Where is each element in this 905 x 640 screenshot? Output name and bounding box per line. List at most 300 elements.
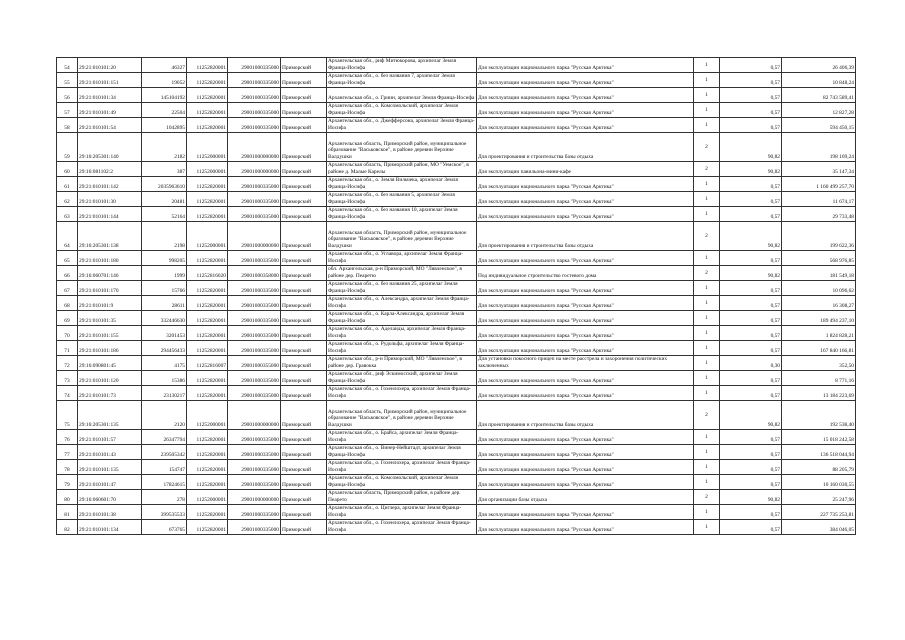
okato-code-cell: 29001000000000: [228, 401, 281, 430]
okato-code-cell: 29001000335000: [228, 207, 281, 222]
permitted-use-cell: Для эксплуатации национального парка "Русская Арктика": [477, 505, 694, 520]
table-row: [57, 386, 856, 401]
cadastral-value-cell: 29 733,48: [782, 207, 856, 222]
address-cell: Архангельская обл., о. Винер-Нейштадт, архипелаг Земля Франца-Иосифа: [327, 445, 477, 460]
okato-code-cell: 29001000335000: [228, 311, 281, 326]
cadastral-number-cell: 29:21:010101:35: [78, 311, 142, 326]
cadastral-number-cell: 29:21:010101:73: [78, 386, 142, 401]
category-cell: 1: [694, 520, 720, 535]
cadastral-value-cell: 189 494 237,10: [782, 311, 856, 326]
row-number-cell: 77: [57, 445, 78, 460]
row-number-cell: 71: [57, 341, 78, 356]
permitted-use-cell: Для организации базы отдыха: [477, 490, 694, 505]
cadastral-value-cell: 8 771,16: [782, 371, 856, 386]
area-cell: 17824615: [142, 475, 187, 490]
rate-cell: 90,82: [720, 401, 782, 430]
oktmo-code-cell: 11252000001: [187, 222, 228, 251]
table-row: [57, 356, 856, 371]
permitted-use-cell: Для эксплуатации национального парка "Русская Арктика": [477, 58, 694, 73]
category-cell: 2: [694, 133, 720, 162]
rate-cell: 0,57: [720, 177, 782, 192]
cadastral-number-cell: 29:16:205301:138: [78, 222, 142, 251]
rate-cell: 0,57: [720, 445, 782, 460]
row-number-cell: 72: [57, 356, 78, 371]
permitted-use-cell: Для эксплуатации национального парка "Русская Арктика": [477, 177, 694, 192]
address-cell: Архангельская обл., о. Комсомольский, архипелаг Земля Франца-Иосифа: [327, 103, 477, 118]
address-cell: Архангельская обл., о. Карла-Александра, архипелаг Земля Франца-Иосифа: [327, 311, 477, 326]
area-cell: 23130217: [142, 386, 187, 401]
oktmo-code-cell: 11252820001: [187, 371, 228, 386]
address-cell: обл. Архангельская, р-н Приморский, МО "Лявленское", в районе дер. Пеаретю: [327, 266, 477, 281]
municipality-cell: Приморский: [281, 251, 327, 266]
table-row: [57, 371, 856, 386]
oktmo-code-cell: 11252820001: [187, 207, 228, 222]
cadastral-value-cell: 227 735 253,81: [782, 505, 856, 520]
cadastral-value-cell: 181 549,18: [782, 266, 856, 281]
municipality-cell: Приморский: [281, 326, 327, 341]
municipality-cell: Приморский: [281, 162, 327, 177]
address-cell: Архангельская обл., о. Углавора, архипелаг Земля Франца-Иосифа: [327, 251, 477, 266]
table-row: [57, 207, 856, 222]
cadastral-number-cell: 29:21:010101:9: [78, 296, 142, 311]
rate-cell: 0,57: [720, 58, 782, 73]
municipality-cell: Приморский: [281, 356, 327, 371]
okato-code-cell: 29001000335000: [228, 505, 281, 520]
permitted-use-cell: Для эксплуатации национального парка "Русская Арктика": [477, 430, 694, 445]
rate-cell: 0,57: [720, 103, 782, 118]
municipality-cell: Приморский: [281, 207, 327, 222]
rate-cell: 0,57: [720, 520, 782, 535]
table-row: [57, 103, 856, 118]
municipality-cell: Приморский: [281, 445, 327, 460]
row-number-cell: 76: [57, 430, 78, 445]
table-row: [57, 266, 856, 281]
cadastral-number-cell: 29:16:060701:146: [78, 266, 142, 281]
table-row: [57, 177, 856, 192]
table-row: [57, 401, 856, 430]
permitted-use-cell: Для эксплуатации национального парка "Русская Арктика": [477, 326, 694, 341]
cadastral-number-cell: 29:21:010101:38: [78, 505, 142, 520]
rate-cell: 0,57: [720, 475, 782, 490]
oktmo-code-cell: 11252820001: [187, 88, 228, 103]
address-cell: Архангельская обл., о. Гохенлохера, архипелаг Земля Франца-Иосифа: [327, 520, 477, 535]
rate-cell: 0,57: [720, 505, 782, 520]
address-cell: Архангельская обл., о. Циглера, архипелаг Земля Франца-Иосифа: [327, 505, 477, 520]
rate-cell: 0,57: [720, 192, 782, 207]
category-cell: 1: [694, 341, 720, 356]
okato-code-cell: 29001000335000: [228, 445, 281, 460]
category-cell: 1: [694, 311, 720, 326]
table-row: [57, 490, 856, 505]
row-number-cell: 62: [57, 192, 78, 207]
oktmo-code-cell: 11252820001: [187, 58, 228, 73]
permitted-use-cell: Для эксплуатации национального парка "Русская Арктика": [477, 73, 694, 88]
cadastral-number-cell: 29:21:010101:57: [78, 430, 142, 445]
table-row: [57, 296, 856, 311]
permitted-use-cell: Для эксплуатации национального парка "Русская Арктика": [477, 207, 694, 222]
oktmo-code-cell: 11252820001: [187, 177, 228, 192]
category-cell: 1: [694, 103, 720, 118]
row-number-cell: 66: [57, 266, 78, 281]
cadastral-value-cell: 136 518 044,94: [782, 445, 856, 460]
address-cell: Архангельская обл., о. Земля Вильчека, архипелаг Земля Франца-Иосифа: [327, 177, 477, 192]
cadastral-value-cell: 25 247,96: [782, 490, 856, 505]
cadastral-value-cell: 26 406,39: [782, 58, 856, 73]
rate-cell: 90,82: [720, 266, 782, 281]
municipality-cell: Приморский: [281, 192, 327, 207]
address-cell: Архангельская обл., р-н Приморский, МО "Лявленское", в районе дер. Гравокка: [327, 356, 477, 371]
row-number-cell: 60: [57, 162, 78, 177]
okato-code-cell: 29001000335000: [228, 58, 281, 73]
permitted-use-cell: Для проектирования и строительства базы отдыха: [477, 222, 694, 251]
oktmo-code-cell: 11252820001: [187, 118, 228, 133]
oktmo-code-cell: 11252820001: [187, 296, 228, 311]
okato-code-cell: 29001000335000: [228, 73, 281, 88]
rate-cell: 90,82: [720, 133, 782, 162]
rate-cell: 0,57: [720, 73, 782, 88]
okato-code-cell: 29001000335000: [228, 118, 281, 133]
municipality-cell: Приморский: [281, 133, 327, 162]
table-row: [57, 341, 856, 356]
row-number-cell: 82: [57, 520, 78, 535]
okato-code-cell: 29001000355000: [228, 356, 281, 371]
okato-code-cell: 29001000335000: [228, 103, 281, 118]
oktmo-code-cell: 11252000001: [187, 133, 228, 162]
municipality-cell: Приморский: [281, 58, 327, 73]
address-cell: Архангельская обл., риф Эскимосский, архипелаг Земля Франца-Иосифа: [327, 371, 477, 386]
cadastral-number-cell: 29:21:010101:47: [78, 475, 142, 490]
okato-code-cell: 29001000335000: [228, 520, 281, 535]
area-cell: 20481: [142, 192, 187, 207]
area-cell: 28611: [142, 296, 187, 311]
table-row: [57, 251, 856, 266]
cadastral-value-cell: 1 824 828,21: [782, 326, 856, 341]
cadastral-number-cell: 29:21:010101:43: [78, 445, 142, 460]
address-cell: Архангельская обл., о. без названия 5, архипелаг Земля Франца-Иосифа: [327, 192, 477, 207]
cadastral-number-cell: 29:16:205301:140: [78, 133, 142, 162]
permitted-use-cell: Для эксплуатации национального парка "Русская Арктика": [477, 475, 694, 490]
row-number-cell: 63: [57, 207, 78, 222]
area-cell: 2198: [142, 222, 187, 251]
rate-cell: 90,82: [720, 162, 782, 177]
municipality-cell: Приморский: [281, 311, 327, 326]
cadastral-number-cell: 29:21:010101:54: [78, 118, 142, 133]
address-cell: Архангельская обл., о. Рудольфа, архипелаг Земля Франца-Иосифа: [327, 341, 477, 356]
okato-code-cell: 29001000335000: [228, 281, 281, 296]
permitted-use-cell: Для эксплуатации национального парка "Русская Арктика": [477, 445, 694, 460]
address-cell: Архангельская область, Приморский район, МО "Уемское", в районе д. Малые Карелы: [327, 162, 477, 177]
row-number-cell: 68: [57, 296, 78, 311]
rate-cell: 90,82: [720, 490, 782, 505]
category-cell: 1: [694, 177, 720, 192]
area-cell: 15386: [142, 371, 187, 386]
cadastral-number-cell: 29:21:010101:170: [78, 281, 142, 296]
area-cell: 3201453: [142, 326, 187, 341]
cadastral-value-cell: 192 538,40: [782, 401, 856, 430]
table-row: [57, 445, 856, 460]
cadastral-value-cell: 10 160 030,55: [782, 475, 856, 490]
municipality-cell: Приморский: [281, 281, 327, 296]
municipality-cell: Приморский: [281, 371, 327, 386]
category-cell: 1: [694, 73, 720, 88]
rate-cell: 0,57: [720, 386, 782, 401]
row-number-cell: 58: [57, 118, 78, 133]
category-cell: 1: [694, 118, 720, 133]
municipality-cell: Приморский: [281, 401, 327, 430]
oktmo-code-cell: 11252816007: [187, 356, 228, 371]
category-cell: 2: [694, 490, 720, 505]
rate-cell: 0,57: [720, 311, 782, 326]
area-cell: 154747: [142, 460, 187, 475]
table-row: [57, 281, 856, 296]
oktmo-code-cell: 11252820001: [187, 430, 228, 445]
area-cell: 998205: [142, 251, 187, 266]
oktmo-code-cell: 11252000001: [187, 490, 228, 505]
cadastral-value-cell: 199 622,36: [782, 222, 856, 251]
oktmo-code-cell: 11252000001: [187, 162, 228, 177]
okato-code-cell: 29001000335000: [228, 475, 281, 490]
cadastral-number-cell: 29:16:205301:135: [78, 401, 142, 430]
row-number-cell: 80: [57, 490, 78, 505]
table-row: [57, 505, 856, 520]
table-row: [57, 326, 856, 341]
table-row: [57, 222, 856, 251]
table-row: [57, 162, 856, 177]
address-cell: Архангельская обл., о. Александра, архипелаг Земля Франца-Иосифа: [327, 296, 477, 311]
cadastral-number-cell: 29:21:010101:49: [78, 103, 142, 118]
address-cell: Архангельская обл., о. Гохенлохера, архипелаг Земля Франца-Иосифа: [327, 460, 477, 475]
oktmo-code-cell: 11252820001: [187, 103, 228, 118]
row-number-cell: 67: [57, 281, 78, 296]
area-cell: 239505342: [142, 445, 187, 460]
rate-cell: 0,57: [720, 118, 782, 133]
area-cell: 22504: [142, 103, 187, 118]
row-number-cell: 55: [57, 73, 78, 88]
area-cell: 26347794: [142, 430, 187, 445]
cadastral-number-cell: 29:16:060601:70: [78, 490, 142, 505]
oktmo-code-cell: 11252820001: [187, 326, 228, 341]
cadastral-value-cell: 198 169,24: [782, 133, 856, 162]
table-row: [57, 118, 856, 133]
okato-code-cell: 29001000335000: [228, 386, 281, 401]
area-cell: 2035963610: [142, 177, 187, 192]
municipality-cell: Приморский: [281, 341, 327, 356]
address-cell: Архангельская обл., о. Аделаиды, архипелаг Земля Франца-Иосифа: [327, 326, 477, 341]
category-cell: 1: [694, 251, 720, 266]
category-cell: 2: [694, 222, 720, 251]
cadastral-number-cell: 29:16:081102:2: [78, 162, 142, 177]
row-number-cell: 65: [57, 251, 78, 266]
oktmo-code-cell: 11252820001: [187, 475, 228, 490]
address-cell: Архангельская обл., о. Комсомольский, архипелаг Земля Франца-Иосифа: [327, 475, 477, 490]
municipality-cell: Приморский: [281, 266, 327, 281]
oktmo-code-cell: 11252820001: [187, 251, 228, 266]
rate-cell: 0,57: [720, 281, 782, 296]
cadastral-number-cell: 29:21:010101:135: [78, 460, 142, 475]
area-cell: 52164: [142, 207, 187, 222]
cadastral-number-cell: 29:16:090801:45: [78, 356, 142, 371]
table-row: [57, 88, 856, 103]
address-cell: Архангельская область, Приморский район, муниципальное образование "Васьковское", в районе деревни Верхние Валдушки: [327, 401, 477, 430]
oktmo-code-cell: 11252820001: [187, 460, 228, 475]
cadastral-value-cell: 594 450,15: [782, 118, 856, 133]
address-cell: Архангельская обл., о. Брайса, архипелаг Земля Франца-Иосифа: [327, 430, 477, 445]
rate-cell: 0,57: [720, 207, 782, 222]
row-number-cell: 54: [57, 58, 78, 73]
oktmo-code-cell: 11252820001: [187, 281, 228, 296]
cadastral-number-cell: 29:21:010101:186: [78, 341, 142, 356]
municipality-cell: Приморский: [281, 88, 327, 103]
municipality-cell: Приморский: [281, 73, 327, 88]
address-cell: Архангельская обл., о. без названия 7, архипелаг Земля Франца-Иосифа: [327, 73, 477, 88]
category-cell: 1: [694, 281, 720, 296]
area-cell: 2182: [142, 133, 187, 162]
cadastral-value-cell: 88 205,79: [782, 460, 856, 475]
area-cell: 332446630: [142, 311, 187, 326]
row-number-cell: 81: [57, 505, 78, 520]
cadastral-value-cell: 12 827,28: [782, 103, 856, 118]
municipality-cell: Приморский: [281, 430, 327, 445]
okato-code-cell: 29001000335000: [228, 192, 281, 207]
table-row: [57, 311, 856, 326]
category-cell: 1: [694, 386, 720, 401]
cadastral-value-cell: 11 674,17: [782, 192, 856, 207]
table-row: [57, 475, 856, 490]
oktmo-code-cell: 11252820001: [187, 505, 228, 520]
rate-cell: 0,30: [720, 356, 782, 371]
area-cell: 673765: [142, 520, 187, 535]
cadastral-value-cell: 1 160 499 257,70: [782, 177, 856, 192]
rate-cell: 90,82: [720, 222, 782, 251]
area-cell: 294456433: [142, 341, 187, 356]
row-number-cell: 79: [57, 475, 78, 490]
cadastral-value-cell: 82 743 589,41: [782, 88, 856, 103]
okato-code-cell: 29001000000000: [228, 222, 281, 251]
area-cell: 1042895: [142, 118, 187, 133]
cadastral-number-cell: 29:21:010101:120: [78, 371, 142, 386]
oktmo-code-cell: 11252820001: [187, 386, 228, 401]
cadastral-value-cell: 10 096,62: [782, 281, 856, 296]
area-cell: 4175: [142, 356, 187, 371]
row-number-cell: 59: [57, 133, 78, 162]
area-cell: 1999: [142, 266, 187, 281]
row-number-cell: 74: [57, 386, 78, 401]
okato-code-cell: 29001000335000: [228, 326, 281, 341]
okato-code-cell: 29001000335000: [228, 460, 281, 475]
municipality-cell: Приморский: [281, 118, 327, 133]
category-cell: 1: [694, 430, 720, 445]
table-body: [57, 58, 856, 535]
address-cell: Архангельская обл., риф Митюкорова, архипелаг Земля Франца-Иосифа: [327, 58, 477, 73]
cadastral-number-cell: 29:21:010101:144: [78, 207, 142, 222]
permitted-use-cell: Для эксплуатации национального парка "Русская Арктика": [477, 192, 694, 207]
rate-cell: 0,57: [720, 326, 782, 341]
rate-cell: 0,57: [720, 341, 782, 356]
row-number-cell: 61: [57, 177, 78, 192]
category-cell: 1: [694, 192, 720, 207]
address-cell: Архангельская область, Приморский район, в районе дер. Пеарето: [327, 490, 477, 505]
okato-code-cell: 29001000335000: [228, 430, 281, 445]
address-cell: Архангельская область, Приморский район, муниципальное образование "Васьковское", в районе деревни Верхние Валдушки: [327, 133, 477, 162]
okato-code-cell: 29001000335000: [228, 371, 281, 386]
area-cell: 15766: [142, 281, 187, 296]
category-cell: 1: [694, 326, 720, 341]
okato-code-cell: 29001000335000: [228, 88, 281, 103]
oktmo-code-cell: 11252820001: [187, 341, 228, 356]
address-cell: Архангельская область, Приморский район, муниципальное образование "Васьковское", в районе деревни Верхние Валдушки: [327, 222, 477, 251]
municipality-cell: Приморский: [281, 222, 327, 251]
okato-code-cell: 29001000000000: [228, 162, 281, 177]
area-cell: 46327: [142, 58, 187, 73]
cadastral-value-cell: 167 840 166,81: [782, 341, 856, 356]
municipality-cell: Приморский: [281, 520, 327, 535]
area-cell: 2120: [142, 401, 187, 430]
table-row: [57, 133, 856, 162]
row-number-cell: 73: [57, 371, 78, 386]
municipality-cell: Приморский: [281, 490, 327, 505]
category-cell: 1: [694, 296, 720, 311]
address-cell: Архангельская обл., о. Гриин, архипелаг Земля Франца-Иосифа: [327, 88, 477, 103]
row-number-cell: 56: [57, 88, 78, 103]
rate-cell: 0,57: [720, 430, 782, 445]
permitted-use-cell: Для эксплуатации национального парка "Русская Арктика": [477, 281, 694, 296]
okato-code-cell: 29001000335000: [228, 251, 281, 266]
permitted-use-cell: Для проектирования и строительства базы отдыха: [477, 133, 694, 162]
permitted-use-cell: Для эксплуатации национального парка "Русская Арктика": [477, 520, 694, 535]
rate-cell: 0,57: [720, 296, 782, 311]
land-plots-table: [56, 57, 856, 535]
cadastral-number-cell: 29:21:010101:34: [78, 88, 142, 103]
table-row: [57, 58, 856, 73]
category-cell: 1: [694, 475, 720, 490]
table-row: [57, 430, 856, 445]
municipality-cell: Приморский: [281, 386, 327, 401]
municipality-cell: Приморский: [281, 177, 327, 192]
category-cell: 1: [694, 356, 720, 371]
cadastral-value-cell: 16 308,27: [782, 296, 856, 311]
category-cell: 1: [694, 460, 720, 475]
oktmo-code-cell: 11252816020: [187, 266, 228, 281]
oktmo-code-cell: 11252820001: [187, 445, 228, 460]
permitted-use-cell: Для эксплуатации национального парка "Русская Арктика": [477, 460, 694, 475]
permitted-use-cell: Для эксплуатации национального парка "Русская Арктика": [477, 118, 694, 133]
oktmo-code-cell: 11252820001: [187, 311, 228, 326]
row-number-cell: 69: [57, 311, 78, 326]
category-cell: 1: [694, 88, 720, 103]
cadastral-value-cell: 352,50: [782, 356, 856, 371]
permitted-use-cell: Для эксплуатации национального парка "Русская Арктика": [477, 371, 694, 386]
row-number-cell: 57: [57, 103, 78, 118]
permitted-use-cell: Под индивидуальное строительство гостевого дома: [477, 266, 694, 281]
oktmo-code-cell: 11252820001: [187, 73, 228, 88]
rate-cell: 0,57: [720, 251, 782, 266]
municipality-cell: Приморский: [281, 460, 327, 475]
permitted-use-cell: Для эксплуатации павильона-мини-кафе: [477, 162, 694, 177]
permitted-use-cell: Для проектирования и строительства базы отдыха: [477, 401, 694, 430]
okato-code-cell: 29001000358000: [228, 266, 281, 281]
address-cell: Архангельская обл., о. Джефферсона, архипелаг Земля Франца-Иосифа: [328, 118, 475, 132]
category-cell: 2: [694, 401, 720, 430]
cadastral-value-cell: 15 018 242,58: [782, 430, 856, 445]
cadastral-number-cell: 29:21:010101:151: [78, 73, 142, 88]
category-cell: 1: [694, 371, 720, 386]
cadastral-value-cell: 384 046,05: [782, 520, 856, 535]
category-cell: 1: [694, 207, 720, 222]
okato-code-cell: 29001000335000: [228, 341, 281, 356]
okato-code-cell: 29001000335000: [228, 296, 281, 311]
permitted-use-cell: Для эксплуатации национального парка "Русская Арктика": [477, 88, 694, 103]
row-number-cell: 64: [57, 222, 78, 251]
